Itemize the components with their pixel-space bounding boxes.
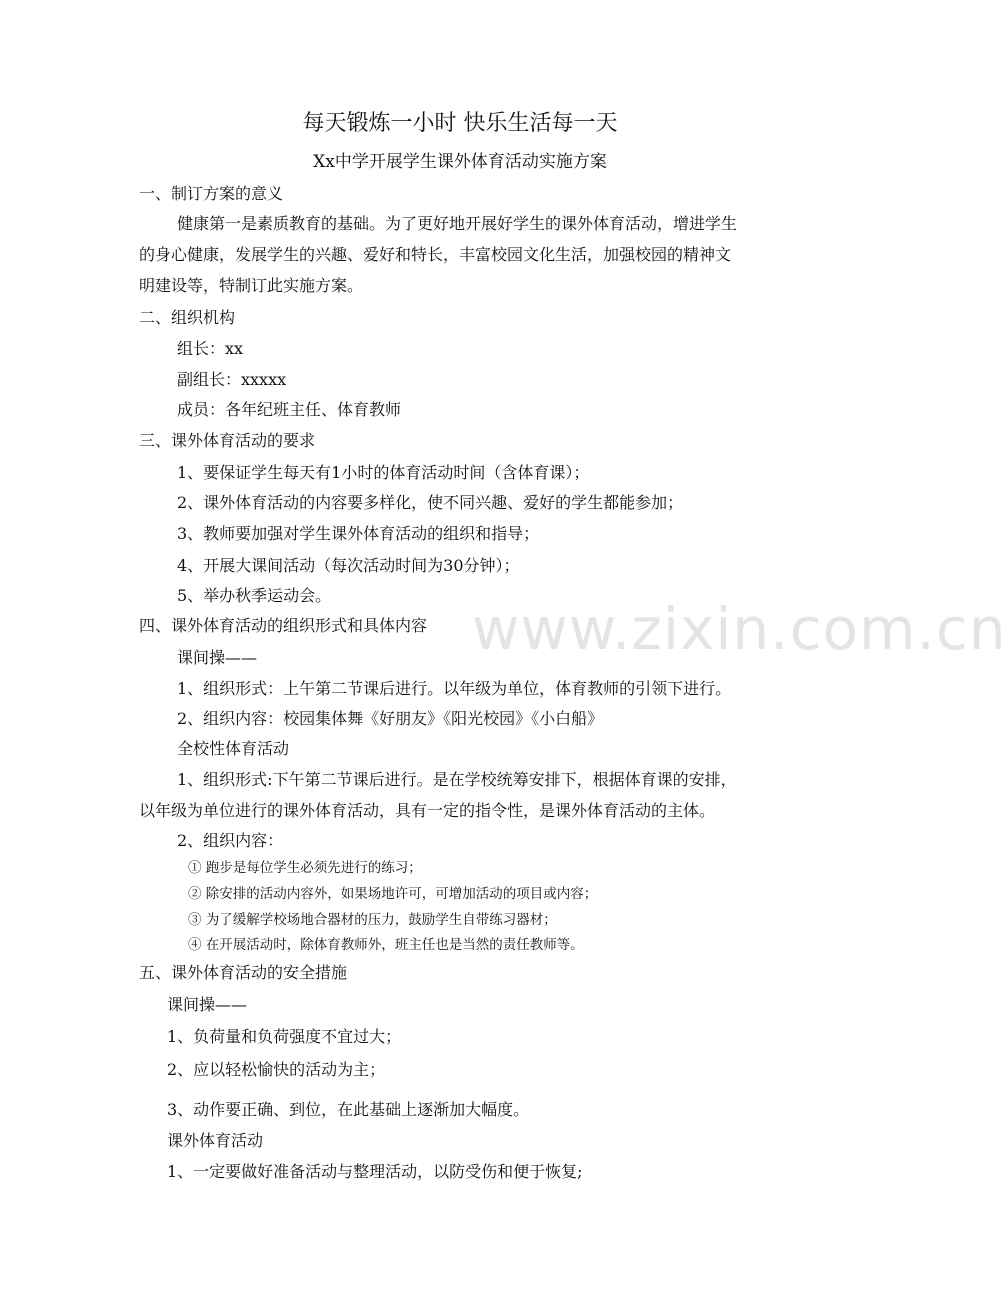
section-1-heading: 一、制订方案的意义 — [139, 184, 284, 203]
section-5-sub-2-item-1: 1、一定要做好准备活动与整理活动，以防受伤和便于恢复; — [167, 1162, 583, 1181]
section-4-list-item-1: ① 跑步是每位学生必须先进行的练习； — [188, 860, 422, 876]
document-subtitle: Xx中学开展学生课外体育活动实施方案 — [313, 152, 607, 172]
section-3-item-2: 2、课外体育活动的内容要多样化，使不同兴趣、爱好的学生都能参加； — [177, 493, 684, 512]
section-4-list-item-3: ③ 为了缓解学校场地合器材的压力，鼓励学生自带练习器材； — [188, 912, 557, 928]
section-5-sub-1-item-3: 3、动作要正确、到位，在此基础上逐渐加大幅度。 — [167, 1100, 530, 1119]
section-4-sub-1-item-2: 2、组织内容：校园集体舞《好朋友》《阳光校园》《小白船》 — [177, 709, 604, 728]
section-4-list-item-4: ④ 在开展活动时，除体育教师外，班主任也是当然的责任教师等。 — [188, 937, 584, 953]
section-5-heading: 五、课外体育活动的安全措施 — [139, 963, 348, 982]
section-2-item-2: 副组长：xxxxx — [177, 370, 287, 389]
section-5-sub-1-item-1: 1、负荷量和负荷强度不宜过大； — [167, 1027, 402, 1046]
section-3-item-3: 3、教师要加强对学生课外体育活动的组织和指导； — [177, 524, 540, 543]
section-4-sub-2-heading: 全校性体育活动 — [177, 739, 290, 758]
section-5-sub-1-heading: 课间操—— — [167, 995, 248, 1014]
section-1-paragraph-line-2: 的身心健康，发展学生的兴趣、爱好和特长，丰富校园文化生活，加强校园的精神文 — [139, 245, 732, 264]
section-2-heading: 二、组织机构 — [139, 308, 236, 327]
section-4-heading: 四、课外体育活动的组织形式和具体内容 — [139, 616, 428, 635]
section-4-list-item-2: ② 除安排的活动内容外，如果场地许可，可增加活动的项目或内容； — [188, 886, 598, 902]
section-3-item-1: 1、要保证学生每天有1小时的体育活动时间（含体育课）； — [177, 463, 590, 482]
watermark-text: www.zixin.com.cn — [472, 595, 1007, 663]
section-2-item-1: 组长：xx — [177, 339, 244, 358]
section-4-sub-2-content-label: 2、组织内容： — [177, 831, 284, 850]
section-4-sub-2-paragraph-line-1: 1、组织形式:下午第二节课后进行。是在学校统筹安排下，根据体育课的安排， — [177, 770, 737, 789]
section-1-paragraph-line-1: 健康第一是素质教育的基础。为了更好地开展好学生的课外体育活动，增进学生 — [177, 214, 738, 233]
document-title: 每天锻炼一小时 快乐生活每一天 — [302, 111, 618, 136]
section-3-heading: 三、课外体育活动的要求 — [139, 431, 316, 450]
section-4-sub-1-heading: 课间操—— — [177, 648, 258, 667]
section-4-sub-2-paragraph-line-2: 以年级为单位进行的课外体育活动，具有一定的指令性，是课外体育活动的主体。 — [139, 801, 716, 820]
section-5-sub-2-heading: 课外体育活动 — [167, 1131, 264, 1150]
section-3-item-5: 5、举办秋季运动会。 — [177, 586, 332, 605]
section-2-item-3: 成员：各年纪班主任、体育教师 — [177, 400, 402, 419]
section-4-sub-1-item-1: 1、组织形式：上午第二节课后进行。以年级为单位，体育教师的引领下进行。 — [177, 679, 732, 698]
section-5-sub-1-item-2: 2、应以轻松愉快的活动为主； — [167, 1060, 386, 1079]
section-3-item-4: 4、开展大课间活动（每次活动时间为30分钟）； — [177, 556, 520, 575]
section-1-paragraph-line-3: 明建设等，特制订此实施方案。 — [139, 276, 364, 295]
